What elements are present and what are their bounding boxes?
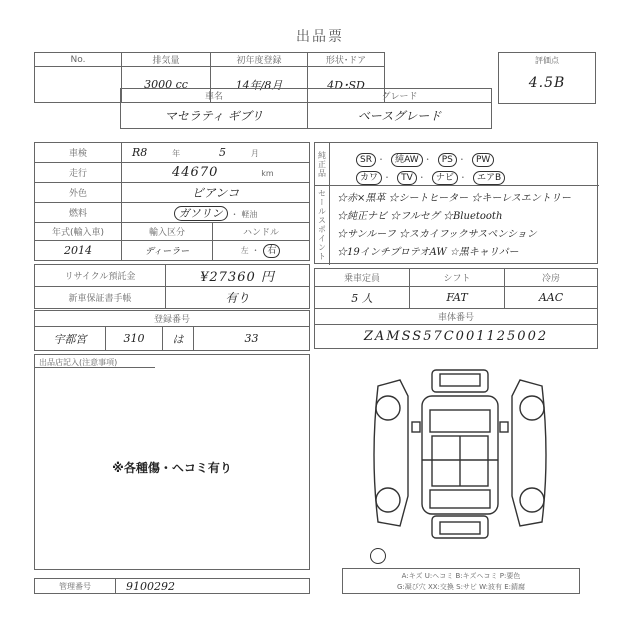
vin-label: 車体番号 xyxy=(315,309,598,325)
no-label: No. xyxy=(35,53,122,67)
plate-table xyxy=(34,310,310,351)
grade-label: グレード xyxy=(308,89,492,103)
sales-point-line-1: ☆赤×黒革 ☆シートヒーター ☆キーレスエントリー xyxy=(337,193,571,204)
year-unit: 年 xyxy=(172,149,181,158)
score-value: 4.5B xyxy=(528,75,566,91)
model-grade-table xyxy=(120,88,492,129)
model-label: 車名 xyxy=(121,89,308,103)
manual-value: 有り xyxy=(166,287,310,309)
fuel-sep: ・ xyxy=(230,209,239,219)
score-box xyxy=(498,52,596,104)
km-unit: km xyxy=(261,169,274,178)
month-unit: 月 xyxy=(250,149,259,158)
legend-line-2: G:凝び穴 XX:交換 S:サビ W:波有 E:錆腐 xyxy=(396,583,526,591)
capacity-table xyxy=(314,268,598,349)
equip-pw: PW xyxy=(472,153,494,167)
inspection-year: R8 xyxy=(132,146,148,159)
recycle-plate-table xyxy=(34,264,310,309)
sales-point-line-2: ☆純正ナビ ☆フルセグ ☆Bluetooth xyxy=(337,211,503,222)
sales-point-line-3: ☆サンルーフ ☆スカイフックサスペンション xyxy=(337,229,537,240)
recycle-label: リサイクル預託金 xyxy=(35,265,166,287)
manage-label: 管理番号 xyxy=(35,579,116,593)
ac-value: AAC xyxy=(505,287,598,309)
plate-number: 33 xyxy=(194,327,310,351)
displacement-label: 排気量 xyxy=(122,53,211,67)
legend-box xyxy=(342,568,580,594)
sales-points-label: セールスポイント xyxy=(317,189,327,261)
model-year: 2014 xyxy=(35,241,122,261)
manual-label: 新車保証書手帳 xyxy=(35,287,166,309)
marker-circle-icon xyxy=(370,548,386,564)
equip-leather: カワ xyxy=(356,171,382,185)
car-outline-diagram xyxy=(360,366,560,546)
year-header: 年式(輸入車) xyxy=(35,223,122,241)
shift-value: FAT xyxy=(410,287,505,309)
shape-label: 形状･ドア xyxy=(308,53,385,67)
equipment-row-1: SR ・ 純AW ・ PS ・ PW xyxy=(355,147,495,167)
score-label: 評価点 xyxy=(535,56,559,65)
equipment-label: 純正品 xyxy=(317,150,327,178)
plate-class: 310 xyxy=(106,327,163,351)
color-label: 外色 xyxy=(35,183,122,203)
handle-header: ハンドル xyxy=(213,223,310,241)
import-header: 輸入区分 xyxy=(122,223,213,241)
equipment-box xyxy=(314,142,598,264)
import-value: ディーラー xyxy=(122,241,213,261)
first-reg-value: 14年/8月 xyxy=(211,67,308,103)
notes-box xyxy=(34,354,310,570)
inspection-label: 車検 xyxy=(35,143,122,163)
fuel-diesel: 軽油 xyxy=(241,209,258,219)
fuel-gas: ガソリン xyxy=(174,206,228,221)
equipment-row-2: カワ ・ TV ・ ナビ ・ エアB xyxy=(355,165,506,185)
handle-left: 左 xyxy=(240,245,249,255)
equip-aw: 純AW xyxy=(391,153,423,167)
recycle-value: ¥27360 円 xyxy=(166,265,310,287)
color-value: ビアンコ xyxy=(122,183,310,203)
vin-value: ZAMSS57C001125002 xyxy=(315,325,598,349)
mileage-value: 44670 xyxy=(172,165,219,180)
plate-region: 宇都宮 xyxy=(35,327,106,351)
first-reg-label: 初年度登録 xyxy=(211,53,308,67)
legend-line-1: A:キズ U:ヘコミ B:キズヘコミ P:要色 xyxy=(401,572,521,580)
spec-table xyxy=(34,142,310,261)
mileage-label: 走行 xyxy=(35,163,122,183)
shape-value: 4D･SD xyxy=(308,67,385,103)
capacity-value: 5 人 xyxy=(315,287,410,309)
equip-navi: ナビ xyxy=(432,171,458,185)
equip-sr: SR xyxy=(356,153,376,167)
plate-label: 登録番号 xyxy=(35,311,310,327)
no-value xyxy=(35,67,122,103)
ac-label: 冷房 xyxy=(505,269,598,287)
handle-sep: ・ xyxy=(251,245,260,255)
fuel-label: 燃料 xyxy=(35,203,122,223)
inspection-month: 5 xyxy=(219,146,227,159)
sales-point-line-4: ☆19インチプロテオAW ☆黒キャリパー xyxy=(337,247,519,258)
displacement-value: 3000 cc xyxy=(122,67,211,103)
equip-airbag: エアB xyxy=(473,171,505,185)
equip-ps: PS xyxy=(438,153,457,167)
plate-kana: は xyxy=(163,327,194,351)
shift-label: シフト xyxy=(410,269,505,287)
manage-value: 9100292 xyxy=(126,579,175,593)
model-value: マセラティ ギブリ xyxy=(121,103,308,129)
notes-text: ※各種傷・ヘコミ有り xyxy=(112,461,232,475)
damage-diagram xyxy=(360,366,560,546)
sheet-title: 出品票 xyxy=(296,29,344,45)
notes-label: 出品店記入(注意事項) xyxy=(39,358,118,367)
handle-right: 右 xyxy=(263,244,280,258)
equip-tv: TV xyxy=(397,171,417,185)
capacity-label: 乗車定員 xyxy=(315,269,410,287)
grade-value: ベースグレード xyxy=(308,103,492,129)
manage-number-box xyxy=(34,578,310,594)
